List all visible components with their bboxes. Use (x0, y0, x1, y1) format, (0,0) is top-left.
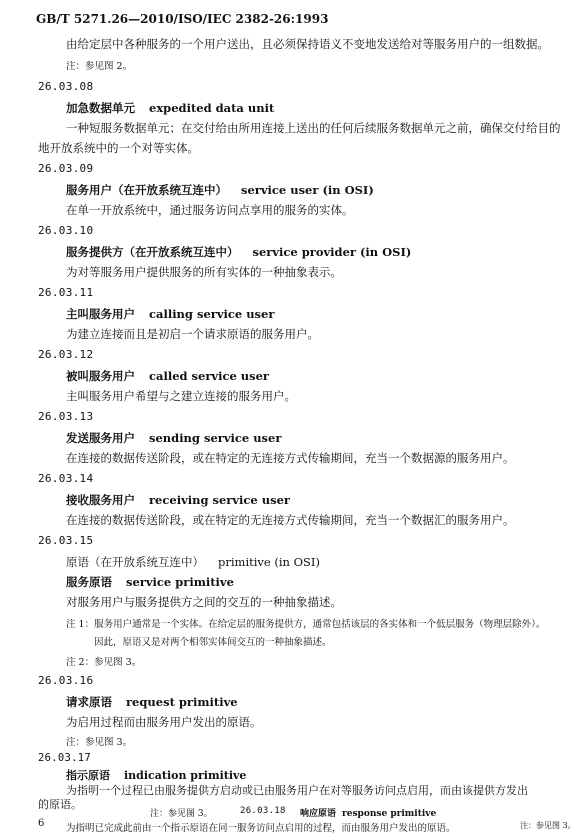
note: 因此，原语又是对两个相邻实体间交互的一种抽象描述。 (94, 637, 332, 648)
note: 注：参见图 3。 (520, 821, 576, 830)
term-line (66, 574, 588, 590)
definition: 为指明一个过程已由服务提供方启动或已由服务用户在对等服务访问点启用，而由该提供方发出 (66, 784, 528, 797)
definition: 在单一开放系统中，通过服务访问点享用的服务的实体。 (66, 203, 354, 217)
term-zh: 响应原语 (300, 809, 337, 819)
entry-number: 26.03.10 (38, 224, 94, 237)
term-en: called service user (149, 369, 269, 383)
note: 注 1：服务用户通常是一个实体。在给定层的服务提供方，通常包括该层的各实体和一个低层服务（物理层除外）。 (66, 619, 546, 630)
term-line (300, 806, 588, 819)
term-en: service provider (in OSI) (252, 245, 412, 259)
definition: 在连接的数据传送阶段，或在特定的无连接方式传输期间，充当一个数据汇的服务用户。 (66, 513, 515, 527)
term-line (66, 554, 588, 570)
term-en: service user (in OSI) (241, 183, 374, 197)
definition: 为对等服务用户提供服务的所有实体的一种抽象表示。 (66, 265, 342, 279)
term-en: response primitive (342, 809, 437, 819)
note: 注：参见图 2。 (66, 61, 133, 72)
term-line (66, 767, 588, 783)
definition: 主叫服务用户希望与之建立连接的服务用户。 (66, 389, 296, 403)
note: 注：参见图 3。 (66, 737, 133, 748)
term-en: primitive (in OSI) (218, 555, 320, 569)
term-en: receiving service user (149, 493, 290, 507)
term-zh: 请求原语 (66, 695, 112, 709)
definition: 在连接的数据传送阶段，或在特定的无连接方式传输期间，充当一个数据源的服务用户。 (66, 451, 515, 465)
entry-number: 26.03.16 (38, 674, 94, 687)
term-line (66, 492, 588, 508)
term-line (66, 430, 588, 446)
term-zh: 服务提供方（在开放系统互连中） (66, 245, 239, 259)
entry-number: 26.03.08 (38, 80, 94, 93)
entry-number: 26.03.13 (38, 410, 94, 423)
term-en: indication primitive (124, 769, 247, 782)
term-zh: 主叫服务用户 (66, 307, 135, 321)
term-zh: 服务原语 (66, 575, 112, 589)
definition: 地开放系统中的一个对等实体。 (38, 141, 199, 155)
definition: 为指明已完成此前由一个指示原语在同一服务访问点启用的过程，而由服务用户发出的原语。 (66, 823, 456, 834)
term-line (66, 368, 588, 384)
note: 注：参见图 3。 (150, 809, 213, 819)
term-en: request primitive (126, 695, 238, 709)
term-zh: 接收服务用户 (66, 493, 135, 507)
definition: 为建立连接而且是初启一个请求原语的服务用户。 (66, 327, 319, 341)
entry-number: 26.03.15 (38, 534, 94, 547)
term-en: service primitive (126, 575, 234, 589)
continued-definition: 由给定层中各种服务的一个用户送出，且必须保持语义不变地发送给对等服务用户的一组数据。 (66, 37, 549, 51)
term-zh: 指示原语 (66, 769, 110, 782)
term-zh: 被叫服务用户 (66, 369, 135, 383)
term-line (66, 182, 588, 198)
term-zh: 原语（在开放系统互连中） (66, 555, 204, 569)
term-line (66, 100, 588, 116)
entry-number: 26.03.18 (240, 806, 286, 816)
entry-number: 26.03.11 (38, 286, 94, 299)
entry-number: 26.03.14 (38, 472, 94, 485)
term-en: expedited data unit (149, 101, 275, 115)
entry-number: 26.03.09 (38, 162, 94, 175)
definition: 的原语。 (38, 798, 82, 811)
term-zh: 服务用户（在开放系统互连中） (66, 183, 227, 197)
term-line (66, 694, 588, 710)
term-en: calling service user (149, 307, 275, 321)
term-line (66, 306, 588, 322)
definition: 为启用过程而由服务用户发出的原语。 (66, 715, 262, 729)
note: 注 2：参见图 3。 (66, 657, 142, 668)
page-number: 6 (38, 818, 45, 829)
document-header: GB/T 5271.26—2010/ISO/IEC 2382-26:1993 (36, 12, 329, 26)
definition: 对服务用户与服务提供方之间的交互的一种抽象描述。 (66, 595, 342, 609)
term-zh: 加急数据单元 (66, 101, 135, 115)
entry-number: 26.03.12 (38, 348, 94, 361)
term-zh: 发送服务用户 (66, 431, 135, 445)
entry-number: 26.03.17 (38, 752, 91, 764)
definition: 一种短服务数据单元；在交付给由所用连接上送出的任何后续服务数据单元之前，确保交付给目的 (66, 121, 561, 135)
term-en: sending service user (149, 431, 282, 445)
term-line (66, 244, 588, 260)
